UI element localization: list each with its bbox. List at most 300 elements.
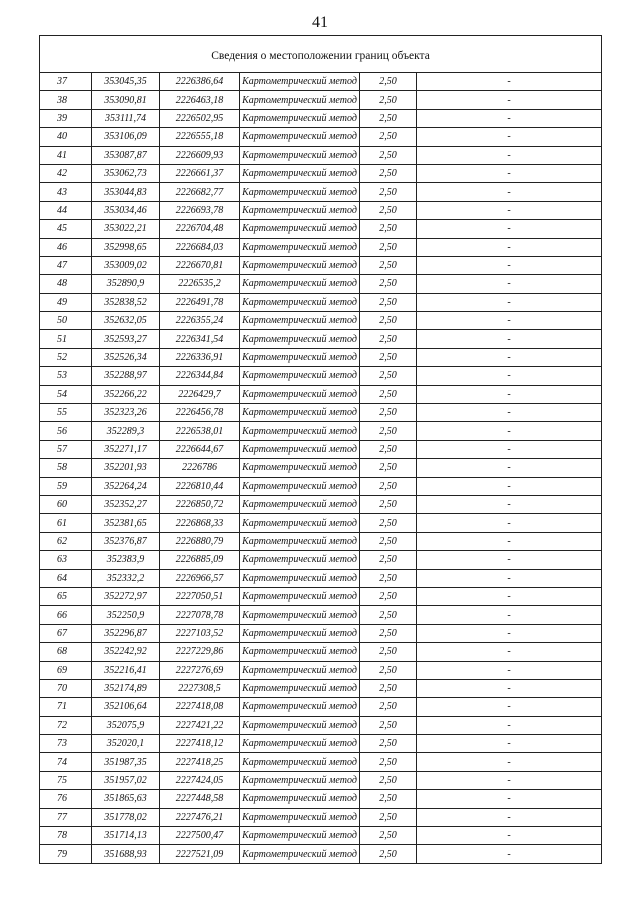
- table-row: [40, 643, 602, 661]
- precision-value: 2,50: [360, 73, 417, 91]
- coordinate-y: 2226538,01: [160, 422, 240, 440]
- determination-method: Картометрический метод: [240, 238, 360, 256]
- coordinate-y: 2227229,86: [160, 643, 240, 661]
- coordinate-y: 2226502,95: [160, 109, 240, 127]
- determination-method: Картометрический метод: [240, 845, 360, 863]
- table-row: [40, 146, 602, 164]
- point-number: 48: [40, 275, 92, 293]
- precision-value: 2,50: [360, 146, 417, 164]
- note-cell: -: [417, 698, 602, 716]
- point-number: 55: [40, 404, 92, 422]
- precision-value: 2,50: [360, 514, 417, 532]
- determination-method: Картометрический метод: [240, 624, 360, 642]
- note-cell: -: [417, 790, 602, 808]
- point-number: 59: [40, 477, 92, 495]
- coordinate-x: 351714,13: [92, 827, 160, 845]
- determination-method: Картометрический метод: [240, 330, 360, 348]
- point-number: 73: [40, 735, 92, 753]
- table-row: [40, 293, 602, 311]
- determination-method: Картометрический метод: [240, 201, 360, 219]
- point-number: 61: [40, 514, 92, 532]
- coordinate-x: 352632,05: [92, 312, 160, 330]
- precision-value: 2,50: [360, 569, 417, 587]
- coordinate-y: 2227424,05: [160, 771, 240, 789]
- note-cell: -: [417, 661, 602, 679]
- point-number: 65: [40, 587, 92, 605]
- point-number: 43: [40, 183, 92, 201]
- precision-value: 2,50: [360, 293, 417, 311]
- determination-method: Картометрический метод: [240, 514, 360, 532]
- table-row: [40, 164, 602, 182]
- determination-method: Картометрический метод: [240, 477, 360, 495]
- note-cell: -: [417, 679, 602, 697]
- precision-value: 2,50: [360, 735, 417, 753]
- precision-value: 2,50: [360, 716, 417, 734]
- determination-method: Картометрический метод: [240, 73, 360, 91]
- precision-value: 2,50: [360, 275, 417, 293]
- coordinate-y: 2227448,58: [160, 790, 240, 808]
- note-cell: -: [417, 827, 602, 845]
- note-cell: -: [417, 183, 602, 201]
- determination-method: Картометрический метод: [240, 256, 360, 274]
- coordinate-y: 2227308,5: [160, 679, 240, 697]
- determination-method: Картометрический метод: [240, 771, 360, 789]
- coordinate-x: 352266,22: [92, 385, 160, 403]
- determination-method: Картометрический метод: [240, 827, 360, 845]
- coordinate-y: 2226609,93: [160, 146, 240, 164]
- precision-value: 2,50: [360, 164, 417, 182]
- coordinate-y: 2226850,72: [160, 495, 240, 513]
- precision-value: 2,50: [360, 661, 417, 679]
- coordinate-x: 352201,93: [92, 459, 160, 477]
- point-number: 54: [40, 385, 92, 403]
- table-row: [40, 661, 602, 679]
- point-number: 47: [40, 256, 92, 274]
- note-cell: -: [417, 808, 602, 826]
- determination-method: Картометрический метод: [240, 808, 360, 826]
- table-row: [40, 587, 602, 605]
- coordinate-y: 2226341,54: [160, 330, 240, 348]
- coordinate-y: 2226535,2: [160, 275, 240, 293]
- coordinate-x: 353045,35: [92, 73, 160, 91]
- point-number: 69: [40, 661, 92, 679]
- coordinate-x: 351688,93: [92, 845, 160, 863]
- coordinate-y: 2226386,64: [160, 73, 240, 91]
- coordinate-x: 352288,97: [92, 367, 160, 385]
- table-row: [40, 201, 602, 219]
- determination-method: Картометрический метод: [240, 422, 360, 440]
- note-cell: -: [417, 514, 602, 532]
- table-row: [40, 367, 602, 385]
- determination-method: Картометрический метод: [240, 716, 360, 734]
- coordinate-y: 2226810,44: [160, 477, 240, 495]
- coordinate-y: 2227078,78: [160, 606, 240, 624]
- coordinate-x: 353106,09: [92, 128, 160, 146]
- coordinate-x: 353022,21: [92, 220, 160, 238]
- coordinate-x: 352526,34: [92, 348, 160, 366]
- table-title-row: [40, 36, 602, 73]
- coordinate-x: 352376,87: [92, 532, 160, 550]
- precision-value: 2,50: [360, 606, 417, 624]
- note-cell: -: [417, 293, 602, 311]
- precision-value: 2,50: [360, 827, 417, 845]
- point-number: 57: [40, 440, 92, 458]
- determination-method: Картометрический метод: [240, 551, 360, 569]
- coordinate-y: 2226684,03: [160, 238, 240, 256]
- determination-method: Картометрический метод: [240, 753, 360, 771]
- point-number: 56: [40, 422, 92, 440]
- coordinate-y: 2227418,25: [160, 753, 240, 771]
- point-number: 42: [40, 164, 92, 182]
- table-row: [40, 183, 602, 201]
- determination-method: Картометрический метод: [240, 312, 360, 330]
- coordinate-x: 351987,35: [92, 753, 160, 771]
- determination-method: Картометрический метод: [240, 661, 360, 679]
- note-cell: -: [417, 220, 602, 238]
- precision-value: 2,50: [360, 459, 417, 477]
- note-cell: -: [417, 735, 602, 753]
- determination-method: Картометрический метод: [240, 459, 360, 477]
- table-row: [40, 91, 602, 109]
- table-row: [40, 330, 602, 348]
- note-cell: -: [417, 716, 602, 734]
- precision-value: 2,50: [360, 330, 417, 348]
- precision-value: 2,50: [360, 348, 417, 366]
- coordinate-x: 352838,52: [92, 293, 160, 311]
- determination-method: Картометрический метод: [240, 643, 360, 661]
- point-number: 62: [40, 532, 92, 550]
- coordinate-x: 352264,24: [92, 477, 160, 495]
- determination-method: Картометрический метод: [240, 128, 360, 146]
- coordinate-x: 353034,46: [92, 201, 160, 219]
- determination-method: Картометрический метод: [240, 348, 360, 366]
- determination-method: Картометрический метод: [240, 146, 360, 164]
- table-row: [40, 532, 602, 550]
- precision-value: 2,50: [360, 845, 417, 863]
- precision-value: 2,50: [360, 128, 417, 146]
- precision-value: 2,50: [360, 790, 417, 808]
- coordinate-y: 2226491,78: [160, 293, 240, 311]
- point-number: 51: [40, 330, 92, 348]
- table-row: [40, 735, 602, 753]
- table-row: [40, 808, 602, 826]
- coordinate-x: 351865,63: [92, 790, 160, 808]
- determination-method: Картометрический метод: [240, 606, 360, 624]
- point-number: 68: [40, 643, 92, 661]
- table-row: [40, 753, 602, 771]
- precision-value: 2,50: [360, 201, 417, 219]
- coordinate-y: 2226456,78: [160, 404, 240, 422]
- determination-method: Картометрический метод: [240, 440, 360, 458]
- note-cell: -: [417, 440, 602, 458]
- table-row: [40, 422, 602, 440]
- note-cell: -: [417, 367, 602, 385]
- point-number: 46: [40, 238, 92, 256]
- point-number: 39: [40, 109, 92, 127]
- precision-value: 2,50: [360, 109, 417, 127]
- coordinate-x: 352242,92: [92, 643, 160, 661]
- determination-method: Картометрический метод: [240, 183, 360, 201]
- coordinate-y: 2227103,52: [160, 624, 240, 642]
- coordinate-y: 2226670,81: [160, 256, 240, 274]
- precision-value: 2,50: [360, 643, 417, 661]
- precision-value: 2,50: [360, 385, 417, 403]
- point-number: 74: [40, 753, 92, 771]
- coordinate-x: 353111,74: [92, 109, 160, 127]
- coordinate-x: 353062,73: [92, 164, 160, 182]
- coordinate-x: 352383,9: [92, 551, 160, 569]
- note-cell: -: [417, 385, 602, 403]
- coordinate-y: 2226661,37: [160, 164, 240, 182]
- note-cell: -: [417, 91, 602, 109]
- table-row: [40, 109, 602, 127]
- determination-method: Картометрический метод: [240, 91, 360, 109]
- determination-method: Картометрический метод: [240, 109, 360, 127]
- table-row: [40, 385, 602, 403]
- table-row: [40, 348, 602, 366]
- point-number: 40: [40, 128, 92, 146]
- note-cell: -: [417, 201, 602, 219]
- precision-value: 2,50: [360, 679, 417, 697]
- determination-method: Картометрический метод: [240, 532, 360, 550]
- point-number: 58: [40, 459, 92, 477]
- precision-value: 2,50: [360, 551, 417, 569]
- coordinate-y: 2227418,12: [160, 735, 240, 753]
- coordinate-x: 352332,2: [92, 569, 160, 587]
- coordinate-x: 352890,9: [92, 275, 160, 293]
- note-cell: -: [417, 569, 602, 587]
- coordinate-x: 352106,64: [92, 698, 160, 716]
- table-row: [40, 275, 602, 293]
- table-row: [40, 477, 602, 495]
- point-number: 67: [40, 624, 92, 642]
- determination-method: Картометрический метод: [240, 275, 360, 293]
- coordinate-x: 353009,02: [92, 256, 160, 274]
- determination-method: Картометрический метод: [240, 735, 360, 753]
- coordinate-x: 353090,81: [92, 91, 160, 109]
- coordinate-x: 351957,02: [92, 771, 160, 789]
- point-number: 78: [40, 827, 92, 845]
- coordinate-y: 2226885,09: [160, 551, 240, 569]
- determination-method: Картометрический метод: [240, 404, 360, 422]
- coordinate-y: 2226682,77: [160, 183, 240, 201]
- note-cell: -: [417, 753, 602, 771]
- precision-value: 2,50: [360, 808, 417, 826]
- point-number: 52: [40, 348, 92, 366]
- determination-method: Картометрический метод: [240, 293, 360, 311]
- table-row: [40, 606, 602, 624]
- coordinate-y: 2226555,18: [160, 128, 240, 146]
- point-number: 44: [40, 201, 92, 219]
- point-number: 49: [40, 293, 92, 311]
- coordinate-x: 352174,89: [92, 679, 160, 697]
- table-row: [40, 698, 602, 716]
- table-row: [40, 312, 602, 330]
- point-number: 79: [40, 845, 92, 863]
- precision-value: 2,50: [360, 753, 417, 771]
- coordinate-y: 2226644,67: [160, 440, 240, 458]
- precision-value: 2,50: [360, 440, 417, 458]
- table-row: [40, 624, 602, 642]
- point-number: 72: [40, 716, 92, 734]
- precision-value: 2,50: [360, 624, 417, 642]
- table-row: [40, 238, 602, 256]
- table-row: [40, 679, 602, 697]
- determination-method: Картометрический метод: [240, 164, 360, 182]
- coordinate-x: 352593,27: [92, 330, 160, 348]
- coordinate-x: 353087,87: [92, 146, 160, 164]
- coordinate-y: 2227050,51: [160, 587, 240, 605]
- table-row: [40, 569, 602, 587]
- point-number: 41: [40, 146, 92, 164]
- note-cell: -: [417, 532, 602, 550]
- precision-value: 2,50: [360, 771, 417, 789]
- note-cell: -: [417, 330, 602, 348]
- coordinate-x: 352998,65: [92, 238, 160, 256]
- determination-method: Картометрический метод: [240, 698, 360, 716]
- coordinate-y: 2226868,33: [160, 514, 240, 532]
- point-number: 38: [40, 91, 92, 109]
- coordinate-y: 2227418,08: [160, 698, 240, 716]
- note-cell: -: [417, 459, 602, 477]
- table-row: [40, 845, 602, 863]
- point-number: 76: [40, 790, 92, 808]
- note-cell: -: [417, 275, 602, 293]
- note-cell: -: [417, 404, 602, 422]
- table-row: [40, 459, 602, 477]
- table-row: [40, 220, 602, 238]
- coordinate-y: 2227476,21: [160, 808, 240, 826]
- precision-value: 2,50: [360, 91, 417, 109]
- note-cell: -: [417, 128, 602, 146]
- coordinate-x: 352352,27: [92, 495, 160, 513]
- table-row: [40, 771, 602, 789]
- note-cell: -: [417, 164, 602, 182]
- point-number: 66: [40, 606, 92, 624]
- determination-method: Картометрический метод: [240, 385, 360, 403]
- precision-value: 2,50: [360, 587, 417, 605]
- coordinate-x: 352250,9: [92, 606, 160, 624]
- precision-value: 2,50: [360, 422, 417, 440]
- determination-method: Картометрический метод: [240, 790, 360, 808]
- coordinate-x: 352289,3: [92, 422, 160, 440]
- point-number: 60: [40, 495, 92, 513]
- table-row: [40, 790, 602, 808]
- table-row: [40, 495, 602, 513]
- note-cell: -: [417, 312, 602, 330]
- table-row: [40, 551, 602, 569]
- coordinate-y: 2227276,69: [160, 661, 240, 679]
- point-number: 77: [40, 808, 92, 826]
- precision-value: 2,50: [360, 220, 417, 238]
- table-row: [40, 827, 602, 845]
- precision-value: 2,50: [360, 698, 417, 716]
- coordinate-y: 2226786: [160, 459, 240, 477]
- coordinate-y: 2226355,24: [160, 312, 240, 330]
- note-cell: -: [417, 256, 602, 274]
- note-cell: -: [417, 146, 602, 164]
- determination-method: Картометрический метод: [240, 367, 360, 385]
- coordinate-x: 352296,87: [92, 624, 160, 642]
- coordinate-x: 352020,1: [92, 735, 160, 753]
- table-row: [40, 73, 602, 91]
- point-number: 45: [40, 220, 92, 238]
- coordinate-y: 2226344,84: [160, 367, 240, 385]
- table-row: [40, 716, 602, 734]
- coordinate-y: 2226463,18: [160, 91, 240, 109]
- point-number: 63: [40, 551, 92, 569]
- table-title: Сведения о местоположении границ объекта: [40, 36, 602, 73]
- precision-value: 2,50: [360, 256, 417, 274]
- note-cell: -: [417, 73, 602, 91]
- note-cell: -: [417, 109, 602, 127]
- coordinate-y: 2226880,79: [160, 532, 240, 550]
- precision-value: 2,50: [360, 183, 417, 201]
- note-cell: -: [417, 845, 602, 863]
- determination-method: Картометрический метод: [240, 220, 360, 238]
- coordinate-x: 351778,02: [92, 808, 160, 826]
- note-cell: -: [417, 477, 602, 495]
- note-cell: -: [417, 238, 602, 256]
- point-number: 70: [40, 679, 92, 697]
- note-cell: -: [417, 606, 602, 624]
- note-cell: -: [417, 422, 602, 440]
- point-number: 53: [40, 367, 92, 385]
- coordinate-y: 2227500,47: [160, 827, 240, 845]
- coordinate-x: 352271,17: [92, 440, 160, 458]
- determination-method: Картометрический метод: [240, 679, 360, 697]
- coordinate-y: 2226429,7: [160, 385, 240, 403]
- coordinate-y: 2227521,09: [160, 845, 240, 863]
- table-row: [40, 440, 602, 458]
- point-number: 75: [40, 771, 92, 789]
- note-cell: -: [417, 587, 602, 605]
- coordinate-x: 352216,41: [92, 661, 160, 679]
- point-number: 71: [40, 698, 92, 716]
- point-number: 50: [40, 312, 92, 330]
- precision-value: 2,50: [360, 477, 417, 495]
- table-row: [40, 128, 602, 146]
- coordinate-x: 352381,65: [92, 514, 160, 532]
- note-cell: -: [417, 771, 602, 789]
- precision-value: 2,50: [360, 495, 417, 513]
- coordinate-x: 352075,9: [92, 716, 160, 734]
- precision-value: 2,50: [360, 532, 417, 550]
- coordinate-y: 2226704,48: [160, 220, 240, 238]
- coordinate-y: 2226336,91: [160, 348, 240, 366]
- table-row: [40, 256, 602, 274]
- note-cell: -: [417, 643, 602, 661]
- note-cell: -: [417, 348, 602, 366]
- note-cell: -: [417, 495, 602, 513]
- coordinate-x: 352323,26: [92, 404, 160, 422]
- point-number: 37: [40, 73, 92, 91]
- point-number: 64: [40, 569, 92, 587]
- table-row: [40, 514, 602, 532]
- precision-value: 2,50: [360, 238, 417, 256]
- precision-value: 2,50: [360, 404, 417, 422]
- determination-method: Картометрический метод: [240, 495, 360, 513]
- note-cell: -: [417, 624, 602, 642]
- coordinate-y: 2227421,22: [160, 716, 240, 734]
- coordinate-y: 2226693,78: [160, 201, 240, 219]
- boundary-coordinates-table: [39, 35, 602, 864]
- table-row: [40, 404, 602, 422]
- determination-method: Картометрический метод: [240, 587, 360, 605]
- precision-value: 2,50: [360, 367, 417, 385]
- coordinate-x: 353044,83: [92, 183, 160, 201]
- page-number: 41: [312, 14, 328, 31]
